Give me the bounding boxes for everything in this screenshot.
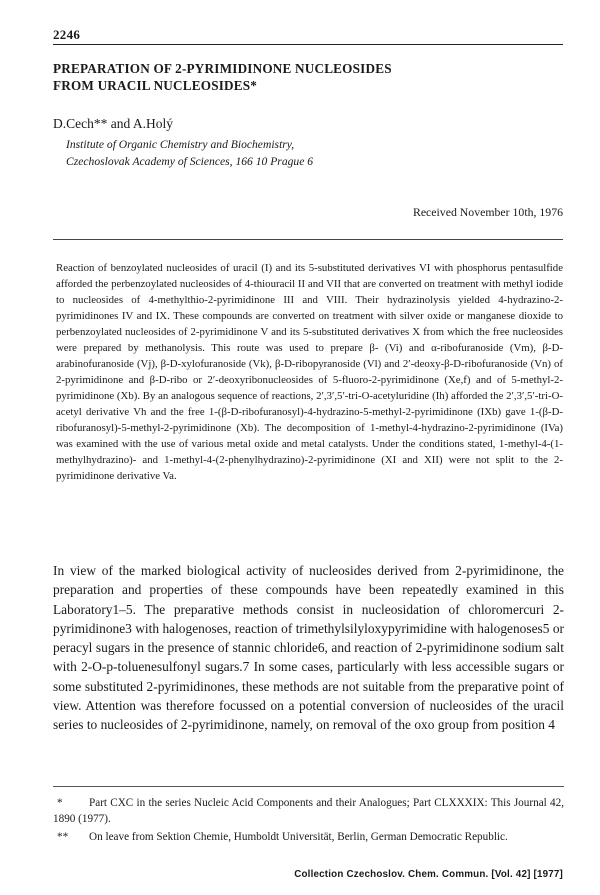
- affiliation: [66, 136, 313, 170]
- footnote-rule: [53, 786, 564, 787]
- abstract-rule: [53, 239, 563, 240]
- authors: D.Cech** and A.Holý: [53, 116, 173, 131]
- footnote-1-text: Part CXC in the series Nucleic Acid Components and their Analogues; Part CLXXXIX: This Journal 42, 1890 (1977).: [53, 797, 564, 825]
- article-title: [53, 60, 553, 94]
- received-date: Received November 10th, 1976: [412, 205, 563, 219]
- footnote-2: [53, 830, 564, 846]
- journal-footer: Collection Czechoslov. Chem. Commun. [Vol. 42] [1977]: [294, 869, 563, 880]
- affiliation-line-2: Czechoslovak Academy of Sciences, 166 10 Prague 6: [66, 155, 314, 168]
- footnotes: [53, 796, 564, 849]
- footnote-1-mark: *: [57, 797, 63, 809]
- abstract-text: Reaction of benzoylated nucleosides of uracil (I) and its 5-substituted derivatives VI with phosphorus pentasulfide afforded the perbenzoylated nucleosides of 4-thiouracil II and VII that are converted on treatment with methyl iodide to nucleosides of 4-methylthio-2-pyrimidinone III and VIII. Their hydrazinolysis yielded 4-hydrazino-2-pyrimidinones IV and IX. These compounds are converted on treatment with silver oxide or manganese dioxide to perbenzoylated nucleosides of 2-pyrimidinone V and its 5-substituted derivatives X from which the free nucleosides were prepared by methanolysis. This route was used to prepare β- (Vi) and α-ribofuranoside (Vm), β-D-arabinofuranoside (Vj), β-D-xylofuranoside (Vk), β-D-ribopyranoside (Vl) and 2′-deoxy-β-D-ribofuranoside (Vn) of 2-pyrimidinone and β-D-ribo or 2′-deoxyribonucleosides of 5-fluoro-2-pyrimidinone (Xe,f) and of 5-methyl-2-pyrimidinone (Xb). By an analogous sequence of reactions, 2′,3′,5′-tri-O-acetyluridine (Ih) afforded the 2′,3′,5′-tri-O-acetyl derivative Vh and the free 1-(β-D-ribofuranosyl)-4-hydrazino-5-methyl-2-pyrimidinone (IXb) gave 1-(β-D-ribofuranosyl)-5-methyl-2-pyrimidinone (Xb). The decomposition of 1-methyl-4-hydrazino-2-pyrimidinone (IVa) was examined with the use of various metal oxide and metal catalysts. Under the conditions stated, 1-methyl-4-(1-methylhydrazino)- and 1-methyl-4-(2-phenylhydrazino)-2-pyrimidinone (XI and XII) were not split to the 2-pyrimidinone derivative Va.: [56, 262, 563, 482]
- title-line-2: FROM URACIL NUCLEOSIDES*: [53, 78, 258, 93]
- body-text: [53, 561, 564, 735]
- title-line-1: PREPARATION OF 2-PYRIMIDINONE NUCLEOSIDES: [53, 61, 392, 76]
- abstract: [56, 260, 563, 484]
- footnote-2-mark: **: [57, 831, 69, 843]
- body-paragraph: In view of the marked biological activity of nucleosides derived from 2-pyrimidinone, the preparation and properties of these compounds have been repeatedly examined in this Laboratory1–5. The preparative methods consist in nucleosidation of chloromercuri 2-pyrimidinone3 with halogenoses, reaction of trimethylsilyloxypyrimidine with halogenoses5 or peracyl sugars in the presence of stannic chloride6, and reaction of 2-pyrimidinone sodium salt with 2-O-p-toluenesulfonyl sugars.7 In some cases, particularly with less accessible sugars or some substituted 2-pyrimidinones, these methods are not suitable from the preparative point of view. Attention was therefore focussed on a potential conversion of nucleosides of the uracil series to nucleosides of 2-pyrimidinone, namely, on removal of the oxo group from position 4: [53, 563, 564, 733]
- header-rule: [53, 44, 563, 45]
- affiliation-line-1: Institute of Organic Chemistry and Biochemistry,: [66, 138, 295, 151]
- footnote-2-text: On leave from Sektion Chemie, Humboldt Universität, Berlin, German Democratic Republic.: [89, 831, 508, 843]
- footnote-1: [53, 796, 564, 827]
- page-number: 2246: [53, 27, 81, 42]
